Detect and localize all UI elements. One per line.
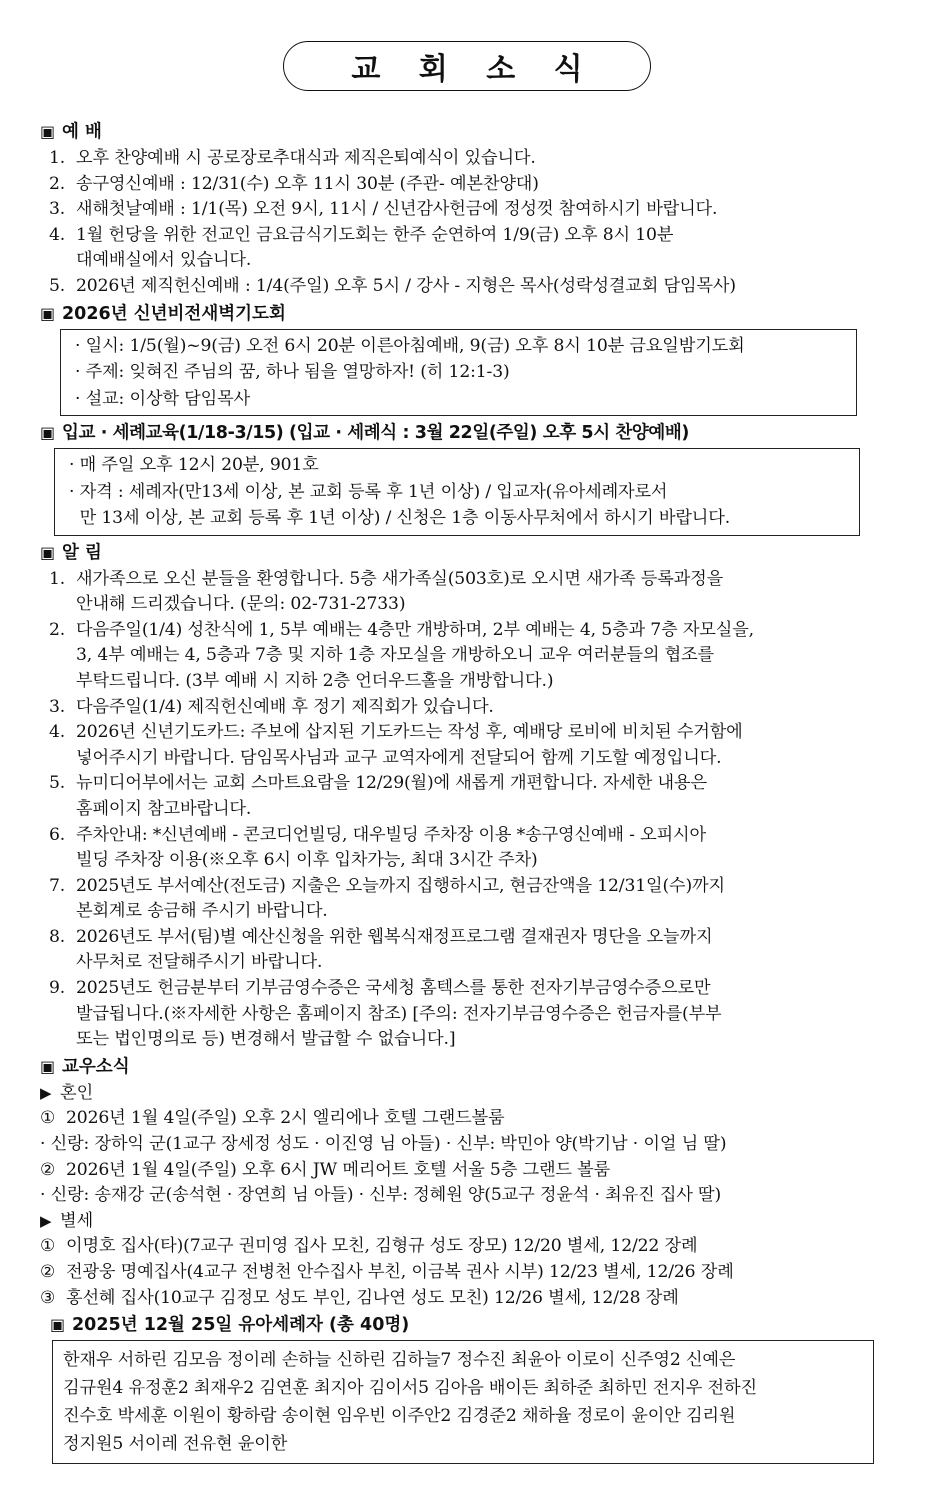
page-title: 교 회 소 식 (283, 41, 651, 91)
item-number: 3. (49, 696, 66, 717)
item-text: 넣어주시기 바랍니다. 담임목사님과 교구 교역자에게 전달되어 함께 기도할 예정입니다. (76, 747, 722, 768)
item-text: 발급됩니다.(※자세한 사항은 홈페이지 참조) [주의: 전자기부금영수증은 헌금자를(부부 (76, 1003, 722, 1024)
death-info: 이명호 집사(타)(7교구 권미영 집사 모친, 김형규 성도 장모) 12/20 별세, 12/22 장례 (66, 1236, 698, 1257)
item-text: 대예배실에서 있습니다. (76, 250, 252, 271)
item-number (40, 899, 76, 925)
list-item (40, 592, 920, 618)
square-bullet-icon: ▣ (50, 1315, 66, 1335)
list-item (40, 618, 920, 644)
dawn-prayer-line: · 주제: 잊혀진 주님의 꿈, 하나 됨을 열망하자! (히 12:1-3) (75, 362, 510, 383)
item-number: 4. (49, 722, 66, 743)
item-number: 7. (49, 875, 66, 896)
item-text: 주차안내: *신년예배 - 콘코디언빌딩, 대우빌딩 주차장 이용 *송구영신예배 - 오피시아 (76, 824, 706, 845)
item-number: 8. (49, 926, 66, 947)
baptism-education-line: 만 13세 이상, 본 교회 등록 후 1년 이상) / 신청은 1층 이동사무처에서 하시기 바랍니다. (69, 508, 731, 529)
item-text: 뉴미디어부에서는 교회 스마트요람을 12/29(월)에 새롭게 개편합니다. 자세한 내용은 (76, 773, 707, 794)
worship-list (40, 146, 920, 300)
list-item (40, 172, 920, 198)
wedding-info: 2026년 1월 4일(주일) 오후 2시 엘리에나 호텔 그랜드볼룸 (66, 1108, 505, 1129)
item-text: 오후 찬양예배 시 공로장로추대식과 제직은퇴예식이 있습니다. (76, 148, 536, 168)
section-heading-dawn-prayer: ▣ 2026년 신년비전새벽기도회 (40, 300, 920, 328)
wedding-label: ▶ 혼인 (40, 1081, 920, 1107)
item-number (40, 592, 76, 618)
death-list (40, 1234, 920, 1311)
wedding-entry (40, 1158, 920, 1184)
list-item (40, 146, 920, 172)
item-text: 본회계로 송금해 주시기 바랍니다. (76, 901, 328, 922)
item-number (40, 669, 76, 695)
item-number (40, 746, 76, 772)
item-number (40, 643, 76, 669)
square-bullet-icon: ▣ (40, 423, 56, 443)
section-heading-worship: ▣ 예 배 (40, 118, 920, 146)
list-item (40, 771, 920, 797)
list-item (40, 197, 920, 223)
triangle-right-icon: ▶ (40, 1211, 52, 1230)
list-item (40, 248, 920, 274)
item-text: 새가족으로 오신 분들을 환영합니다. 5층 새가족실(503호)로 오시면 새가족 등록과정을 (76, 568, 724, 589)
item-number (40, 1027, 76, 1053)
item-text: 홈페이지 참고바랍니다. (76, 798, 252, 819)
death-entry (40, 1234, 920, 1260)
list-item (40, 976, 920, 1002)
square-bullet-icon: ▣ (40, 303, 56, 323)
item-text: 3, 4부 예배는 4, 5층과 7층 및 지하 1층 자모실을 개방하오니 교우 여러분들의 협조를 (76, 645, 715, 666)
item-text: 2026년 제직헌신예배 : 1/4(주일) 오후 5시 / 강사 - 지형은 목사(성락성결교회 담임목사) (76, 275, 736, 296)
item-number (40, 248, 76, 274)
death-info: 전광웅 명예집사(4교구 전병천 안수집사 부친, 이금복 권사 시부) 12/23 별세, 12/26 장례 (66, 1262, 734, 1282)
list-item (40, 950, 920, 976)
death-info: 홍선혜 집사(10교구 김정모 성도 부인, 김나연 성도 모친) 12/26 별세, 12/28 장례 (66, 1287, 679, 1308)
list-item (40, 669, 920, 695)
death-entry (40, 1286, 920, 1312)
section-heading-baptism-education: ▣ 입교 · 세례교육(1/18-3/15) (입교 · 세례식 : 3월 22일(주일) 오후 5시 찬양예배) (40, 419, 920, 447)
item-text: 부탁드립니다. (3부 예배 시 지하 2층 언더우드홀을 개방합니다.) (76, 670, 554, 691)
item-text: 2025년도 부서예산(전도금) 지출은 오늘까지 집행하시고, 현금잔액을 12/31일(수)까지 (76, 875, 725, 896)
infant-baptism-names: 김규원4 유정훈2 최재우2 김연훈 최지아 김이서5 김아음 배이든 최하준 최하민 전지우 전하진 (63, 1378, 757, 1399)
list-item (40, 643, 920, 669)
infant-baptism-box (52, 1340, 874, 1464)
item-text: 빌딩 주차장 이용(※오후 6시 이후 입차가능, 최대 3시간 주차) (76, 850, 538, 871)
list-item (40, 925, 920, 951)
baptism-education-line: · 자격 : 세례자(만13세 이상, 본 교회 등록 후 1년 이상) / 입교자(유아세례자로서 (69, 481, 668, 502)
notice-list (40, 567, 920, 1053)
item-text: 송구영신예배 : 12/31(수) 오후 11시 30분 (주관- 예본찬양대) (76, 173, 539, 194)
dawn-prayer-line: · 일시: 1/5(월)~9(금) 오전 6시 20분 이른아침예배, 9(금) 오후 8시 10분 금요일밤기도회 (75, 335, 745, 356)
section-heading-notices: ▣ 알 림 (40, 539, 920, 567)
item-number: 9. (49, 978, 66, 999)
wedding-list (40, 1106, 920, 1208)
list-item (40, 1027, 920, 1053)
item-number: 4. (49, 224, 66, 245)
entry-number: ① (40, 1108, 56, 1129)
list-item (40, 823, 920, 849)
square-bullet-icon: ▣ (40, 542, 56, 562)
infant-baptism-names: 정지원5 서이레 전유현 윤이한 (63, 1434, 288, 1455)
list-item (40, 1002, 920, 1028)
item-number (40, 1002, 76, 1028)
square-bullet-icon: ▣ (40, 122, 56, 141)
section-heading-member-news: ▣ 교우소식 (40, 1053, 920, 1081)
death-entry (40, 1260, 920, 1286)
item-number (40, 950, 76, 976)
item-text: 또는 법인명의로 등) 변경해서 발급할 수 없습니다.] (76, 1029, 456, 1050)
square-bullet-icon: ▣ (40, 1056, 56, 1076)
item-number (40, 848, 76, 874)
item-number (40, 797, 76, 823)
list-item (40, 797, 920, 823)
item-text: 1월 헌당을 위한 전교인 금요금식기도회는 한주 순연하여 1/9(금) 오후 8시 10분 (76, 224, 674, 245)
list-item (40, 720, 920, 746)
item-text: 다음주일(1/4) 성찬식에 1, 5부 예배는 4층만 개방하며, 2부 예배는 4, 5층과 7층 자모실을, (76, 619, 754, 640)
dawn-prayer-line: · 설교: 이상학 담임목사 (75, 388, 250, 409)
wedding-couple: · 신랑: 장하익 군(1교구 장세정 성도 · 이진영 님 아들) · 신부: 박민아 양(박기남 · 이얼 님 딸) (40, 1134, 727, 1155)
wedding-entry (40, 1106, 920, 1132)
list-item (40, 746, 920, 772)
entry-number: ③ (40, 1287, 56, 1308)
dawn-prayer-box (60, 329, 857, 417)
infant-baptism-names: 한재우 서하린 김모음 정이레 손하늘 신하린 김하늘7 정수진 최윤아 이로이 신주영2 신예은 (63, 1350, 736, 1371)
entry-number: ② (40, 1159, 56, 1180)
item-number: 1. (49, 148, 66, 168)
section-heading-infant-baptism: ▣ 2025년 12월 25일 유아세례자 (총 40명) (40, 1311, 920, 1339)
list-item (40, 274, 920, 300)
infant-baptism-names: 진수호 박세훈 이원이 황하람 송이현 임우빈 이주안2 김경준2 채하율 정로이 윤이안 김리원 (63, 1406, 736, 1427)
bulletin-content (40, 118, 920, 1467)
list-item (40, 899, 920, 925)
item-number: 5. (49, 773, 66, 794)
list-item (40, 695, 920, 721)
item-number: 6. (49, 824, 66, 845)
item-number: 2. (49, 619, 66, 640)
baptism-education-line: · 매 주일 오후 12시 20분, 901호 (69, 455, 319, 476)
triangle-right-icon: ▶ (40, 1083, 52, 1102)
item-number: 2. (49, 173, 66, 194)
entry-number: ② (40, 1262, 56, 1282)
item-text: 2025년도 헌금분부터 기부금영수증은 국세청 홈텍스를 통한 전자기부금영수증으로만 (76, 978, 711, 999)
item-text: 2026년도 부서(팀)별 예산신청을 위한 웹복식재정프로그램 결재권자 명단을 오늘까지 (76, 926, 713, 947)
list-item (40, 848, 920, 874)
item-text: 사무처로 전달해주시기 바랍니다. (76, 952, 323, 973)
wedding-info: 2026년 1월 4일(주일) 오후 6시 JW 메리어트 호텔 서울 5층 그랜드 볼룸 (66, 1159, 611, 1180)
death-label: ▶ 별세 (40, 1209, 920, 1235)
item-text: 다음주일(1/4) 제직헌신예배 후 정기 제직회가 있습니다. (76, 696, 494, 717)
item-number: 5. (49, 275, 66, 296)
item-number: 1. (49, 568, 66, 589)
entry-number: ① (40, 1236, 56, 1257)
list-item (40, 223, 920, 249)
item-text: 2026년 신년기도카드: 주보에 삽지된 기도카드는 작성 후, 예배당 로비에 비치된 수거함에 (76, 722, 743, 743)
item-text: 새해첫날예배 : 1/1(목) 오전 9시, 11시 / 신년감사헌금에 정성껏 참여하시기 바랍니다. (76, 199, 718, 220)
item-text: 안내해 드리겠습니다. (문의: 02-731-2733) (76, 594, 406, 615)
baptism-education-box (54, 448, 860, 536)
list-item (40, 567, 920, 593)
list-item (40, 874, 920, 900)
wedding-couple: · 신랑: 송재강 군(송석현 · 장연희 님 아들) · 신부: 정혜원 양(5교구 정윤석 · 최유진 집사 딸) (40, 1185, 722, 1206)
item-number: 3. (49, 199, 66, 220)
